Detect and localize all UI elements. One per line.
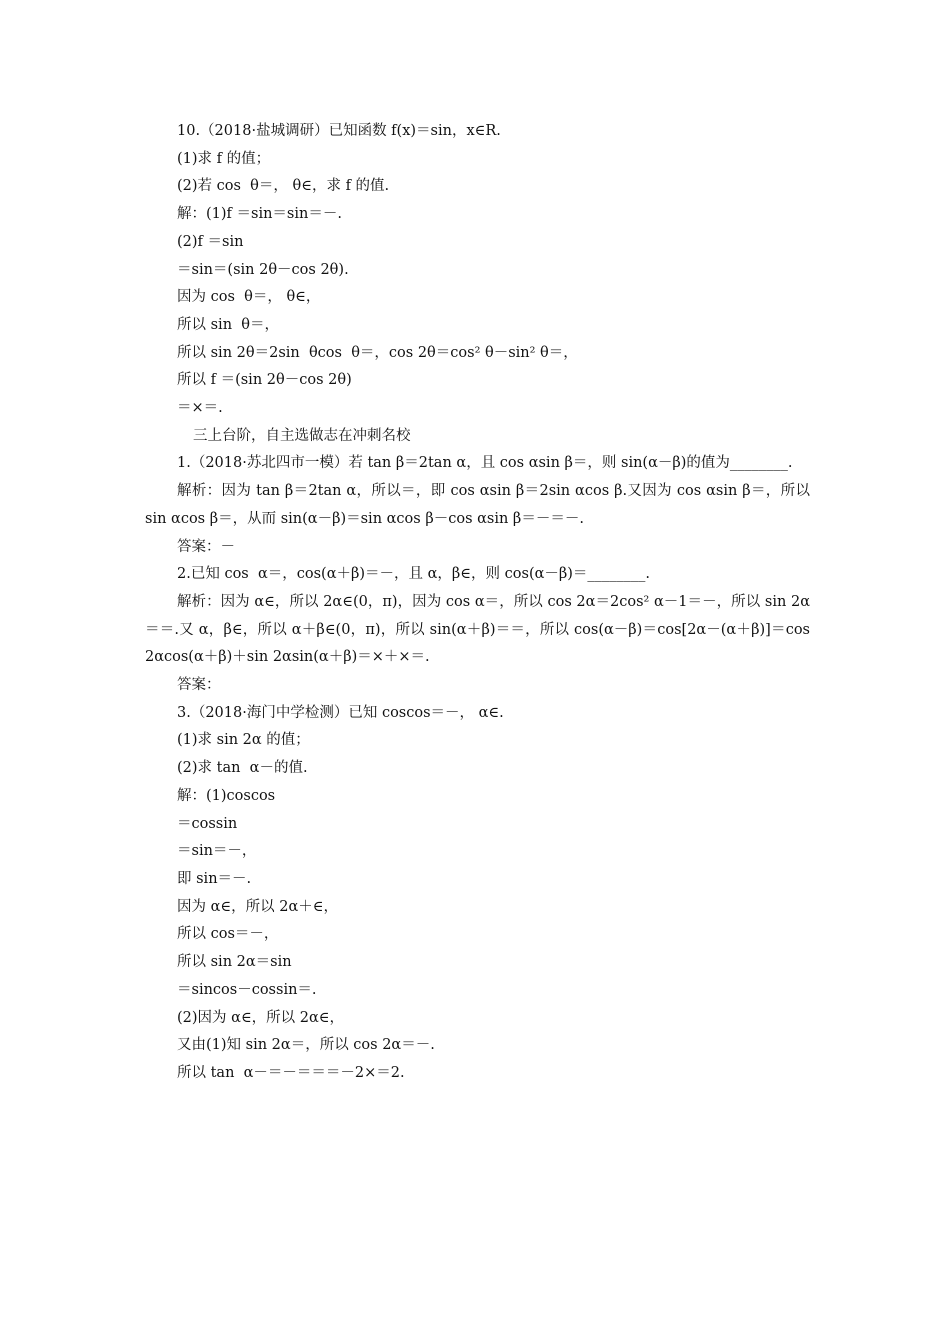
- text-line: 答案：: [177, 677, 221, 694]
- text-line: 答案：－: [177, 538, 235, 555]
- text-line: 所以 cos＝－，: [177, 926, 279, 943]
- text-line: ＝sincos－cossin＝.: [177, 981, 317, 998]
- text-line: ＝cossin: [177, 815, 238, 832]
- text-line: 2.已知 cos α＝，cos(α＋β)＝－，且 α，β∈，则 cos(α－β)＝________.: [177, 566, 651, 583]
- text-line: 因为 α∈，所以 2α＋∈，: [177, 898, 338, 915]
- text-line: 所以 f ＝(sin 2θ－cos 2θ): [177, 372, 352, 389]
- text-line: 1.（2018·苏北四市一模）若 tan β＝2tan α，且 cos αsin β＝，则 sin(α－β)的值为________.: [177, 455, 793, 472]
- text-line: 解：(1)coscos: [177, 787, 276, 804]
- text-line: ＝sin＝－，: [177, 843, 257, 860]
- text-line: (2)f ＝sin: [177, 233, 244, 250]
- text-line: (2)若 cos θ＝， θ∈，求 f 的值.: [177, 178, 390, 195]
- text-line: 3.（2018·海门中学检测）已知 coscos＝－， α∈.: [177, 704, 504, 721]
- text-line: (1)求 sin 2α 的值；: [177, 732, 310, 749]
- text-line: 所以 sin 2θ＝2sin θcos θ＝，cos 2θ＝cos² θ－sin² θ＝，: [177, 344, 578, 361]
- text-line: 解析：因为 α∈，所以 2α∈(0，π)，因为 cos α＝，所以 cos 2α＝2cos² α－1＝－，所以 sin 2α＝＝.又 α，β∈，所以 α＋β∈(0，π)，所以 sin(α＋β)＝＝，所以 cos(α－β)＝cos[2α－(α＋β)]＝cos 2αcos(α＋β)＋sin 2αsin(α＋β)＝×＋×＝.: [145, 593, 810, 666]
- text-line: 所以 sin 2α＝sin: [177, 954, 292, 971]
- text-line: 即 sin＝－.: [177, 870, 252, 887]
- text-line: (2)因为 α∈，所以 2α∈，: [177, 1009, 345, 1026]
- text-line: 解析：因为 tan β＝2tan α，所以＝，即 cos αsin β＝2sin αcos β.又因为 cos αsin β＝，所以 sin αcos β＝，从而 sin(α－β)＝sin αcos β－cos αsin β＝－＝－.: [145, 483, 810, 527]
- text-line: 又由(1)知 sin 2α＝，所以 cos 2α＝－.: [177, 1037, 435, 1054]
- text-line: 因为 cos θ＝， θ∈，: [177, 289, 321, 306]
- text-line: 10.（2018·盐城调研）已知函数 f(x)＝sin，x∈R.: [177, 123, 501, 139]
- text-line: ＝sin＝(sin 2θ－cos 2θ).: [177, 261, 349, 278]
- page-content: [145, 118, 810, 1088]
- text-line: (1)求 f 的值；: [177, 150, 271, 167]
- text-line: 三上台阶，自主选做志在冲刺名校: [193, 427, 411, 444]
- text-line: ＝×＝.: [177, 400, 223, 417]
- text-line: 所以 tan α－＝－＝＝＝－2×＝2.: [177, 1064, 405, 1081]
- text-line: 所以 sin θ＝，: [177, 316, 279, 333]
- text-line: 解：(1)f ＝sin＝sin＝－.: [177, 206, 342, 223]
- text-line: (2)求 tan α－的值.: [177, 760, 308, 777]
